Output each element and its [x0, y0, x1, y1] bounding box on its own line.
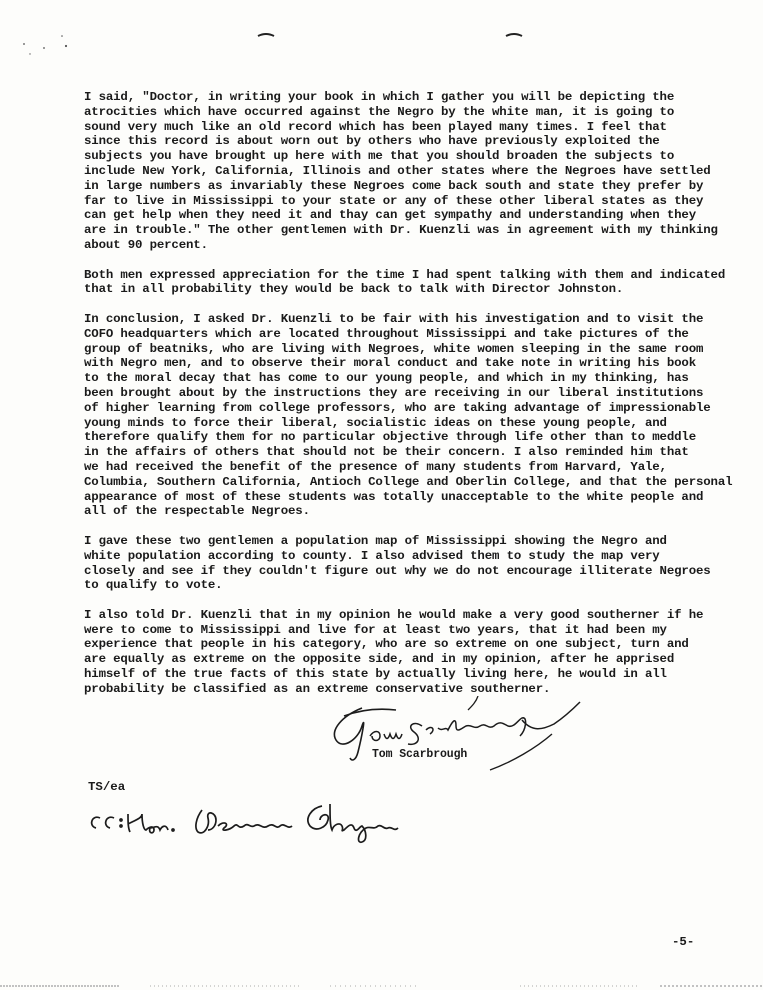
typed-signature-name: Tom Scarbrough: [372, 748, 468, 761]
cc-handwriting: [84, 796, 404, 846]
handwritten-signature: [322, 696, 582, 776]
typist-initials: TS/ea: [88, 780, 126, 794]
cc-handwritten-line: [84, 796, 404, 846]
paragraph-appreciation: Both men expressed appreciation for the time I had spent talking with them and indicated that in all probability they would be back to talk with Director Johnston.: [84, 267, 726, 297]
letter-body: [84, 90, 748, 711]
signature-block: [322, 696, 582, 776]
bottom-edge-artifact: [0, 984, 763, 988]
paragraph-conclusion: In conclusion, I asked Dr. Kuenzli to be fair with his investigation and to visit the COFO headquarters which are located throughout Mississippi and take pictures of the group of beatniks, who are living with Negroes, white women sleeping in the same room with Negro men, and to observe their moral conduct and take note in writing his book to the moral decay that has come to our young people, and which in my thinking, has been brought about by the instructions they are receiving in our liberal institutions of higher learning from college professors, who are taking advantage of impressionable young minds to force their liberal, socialistic ideas on these young people, and therefore qualify them for no particular objective through life other than to meddle in the affairs of others that should not be their concern. I also reminded him that we had received the benefit of the presence of many students from Harvard, Yale, Columbia, Southern California, Antioch College and Oberlin College, and that the personal appearance of most of these students was totally unacceptable to the white people and all of the respectable Negroes.: [84, 311, 733, 519]
top-artifact-marks: [0, 20, 763, 60]
paragraph-doctor-quote: I said, "Doctor, in writing your book in which I gather you will be depicting the atrocities which have occurred against the Negro by the white man, it is going to sound very much like an old record which has been played many times. I feel that since this record is about worn out by others who have previously exploited the subjects you have brought up here with me that you should broaden the subjects to include New York, California, Illinois and other states where the Negroes have settled in large numbers as invariably these Negroes come back south and state they prefer by far to live in Mississippi to your state or any of these other liberal states as they can get help when they need it and thay can get sympathy and understanding when they are in trouble." The other gentlemen with Dr. Kuenzli was in agreement with my thinking about 90 percent.: [84, 90, 718, 252]
paragraph-southerner: I also told Dr. Kuenzli that in my opinion he would make a very good southerner if he were to come to Mississippi and live for at least two years, that it had been my experience that people in his category, who are so extreme on one subject, turn and are equally as extreme on the opposite side, and in my opinion, after he apprised himself of the true facts of this state by actually living here, he would in all probability be classified as an extreme conservative southerner.: [84, 607, 704, 696]
paragraph-population-map: I gave these two gentlemen a population map of Mississippi showing the Negro and white population according to county. I also advised them to study the map very closely and see if they couldn't figure out why we do not encourage illiterate Negroes to qualify to vote.: [84, 533, 711, 593]
page-number: -5-: [672, 935, 695, 949]
